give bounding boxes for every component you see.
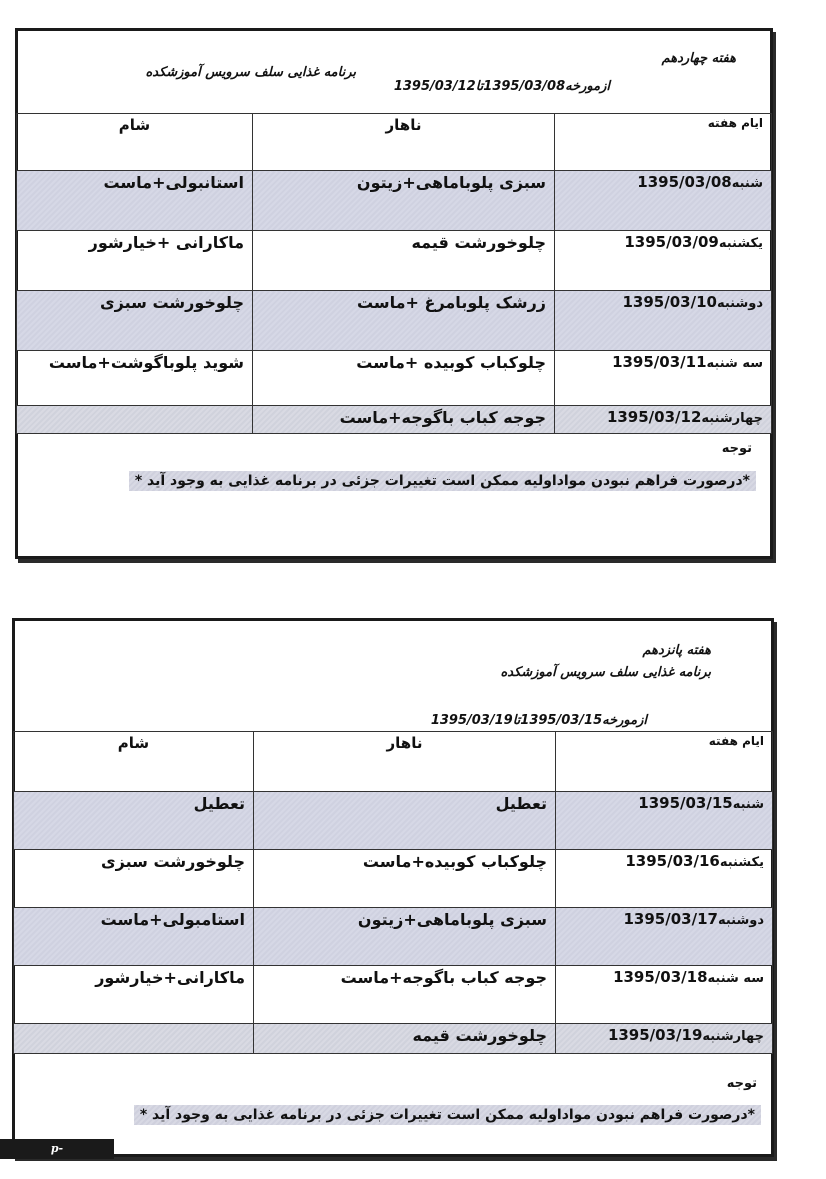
lunch-cell: زرشک پلوبامرغ +ماست [253,291,555,351]
day-name: چهارشنبه [701,411,763,426]
day-cell [556,908,773,966]
day-name: شنبه [731,176,763,191]
day-cell [555,291,772,351]
table-row [17,351,772,406]
menu-table [16,113,772,434]
day-date: 1395/03/10 [622,293,717,311]
day-date: 1395/03/12 [606,408,702,426]
day-date: 1395/03/09 [624,233,719,251]
date-range: ازمورخه1395/03/15تا1395/03/19 [430,713,647,728]
lunch-cell: تعطیل [254,792,556,850]
day-date: 1395/03/18 [613,968,708,986]
day-date: 1395/03/16 [625,852,720,870]
dinner-cell: تعطیل [14,792,254,850]
day-cell [555,351,772,406]
lunch-cell: چلوخورشت قیمه [254,1024,556,1054]
table-row [14,1024,773,1054]
day-date: 1395/03/08 [637,173,732,191]
sheet-title: برنامه غذایی سلف سرویس آموزشکده [145,65,356,80]
date-range: ازمورخه1395/03/08تا1395/03/12 [393,79,610,94]
dinner-cell: ماکارانی +خیارشور [17,231,253,291]
week-label: هفته پانزدهم [642,643,711,658]
table-row [14,966,773,1024]
day-cell [556,792,773,850]
dinner-cell: ماکارانی+خیارشور [14,966,254,1024]
table-header-row [17,114,772,171]
header-days: ایام هفته [556,732,773,792]
site-url-badge: p-borujerd.tvu.ac.ir [0,1139,114,1159]
note-label: توجه [721,441,752,456]
note-label: توجه [726,1076,757,1091]
day-date: 1395/03/19 [607,1026,703,1044]
lunch-cell: چلوکباب کوبیده+ماست [254,850,556,908]
dinner-cell: استامبولی+ماست [14,908,254,966]
day-date: 1395/03/15 [638,794,733,812]
menu-table [13,731,773,1054]
day-name: چهارشنبه [702,1029,764,1044]
dinner-cell: استانبولی+ماست [17,171,253,231]
day-cell [555,406,772,434]
day-cell [556,1024,773,1054]
header-dinner: شام [17,114,253,171]
sheet-title: برنامه غذایی سلف سرویس آموزشکده [500,665,711,680]
lunch-cell: چلوخورشت قیمه [253,231,555,291]
dinner-cell: شوید پلوباگوشت+ماست [17,351,253,406]
day-name: یکشنبه [719,855,764,870]
table-row [17,171,772,231]
note-text: *درصورت فراهم نبودن مواداولیه ممکن است تغییرات جزئی در برنامه غذایی به وجود آید * [134,1105,761,1125]
dinner-cell: چلوخورشت سبزی [14,850,254,908]
day-name: سه شنبه [706,356,763,371]
day-cell [555,171,772,231]
table-row [17,291,772,351]
day-name: سه شنبه [707,971,764,986]
table-row [17,406,772,434]
header-lunch: ناهار [253,114,555,171]
dinner-cell [14,1024,254,1054]
day-cell [556,850,773,908]
table-row [14,792,773,850]
table-row [14,850,773,908]
dinner-cell: چلوخورشت سبزی [17,291,253,351]
day-name: دوشنبه [716,296,763,311]
note-text: *درصورت فراهم نبودن مواداولیه ممکن است تغییرات جزئی در برنامه غذایی به وجود آید * [129,471,756,491]
day-name: دوشنبه [717,913,764,928]
menu-sheet-week-15 [12,618,774,1157]
day-cell [556,966,773,1024]
dinner-cell [17,406,253,434]
header-dinner: شام [14,732,254,792]
day-name: شنبه [732,797,764,812]
day-date: 1395/03/11 [612,353,707,371]
header-days: ایام هفته [555,114,772,171]
day-cell [555,231,772,291]
lunch-cell: سبزی پلوباماهی+زیتون [254,908,556,966]
lunch-cell: جوجه کباب باگوجه+ماست [254,966,556,1024]
header-lunch: ناهار [254,732,556,792]
lunch-cell: چلوکباب کوبیده +ماست [253,351,555,406]
table-row [17,231,772,291]
lunch-cell: جوجه کباب باگوجه+ماست [253,406,555,434]
day-date: 1395/03/17 [623,910,718,928]
lunch-cell: سبزی پلوباماهی+زیتون [253,171,555,231]
day-name: یکشنبه [718,236,763,251]
week-label: هفته چهاردهم [661,51,736,66]
menu-sheet-week-14 [15,28,773,559]
table-header-row [14,732,773,792]
table-row [14,908,773,966]
